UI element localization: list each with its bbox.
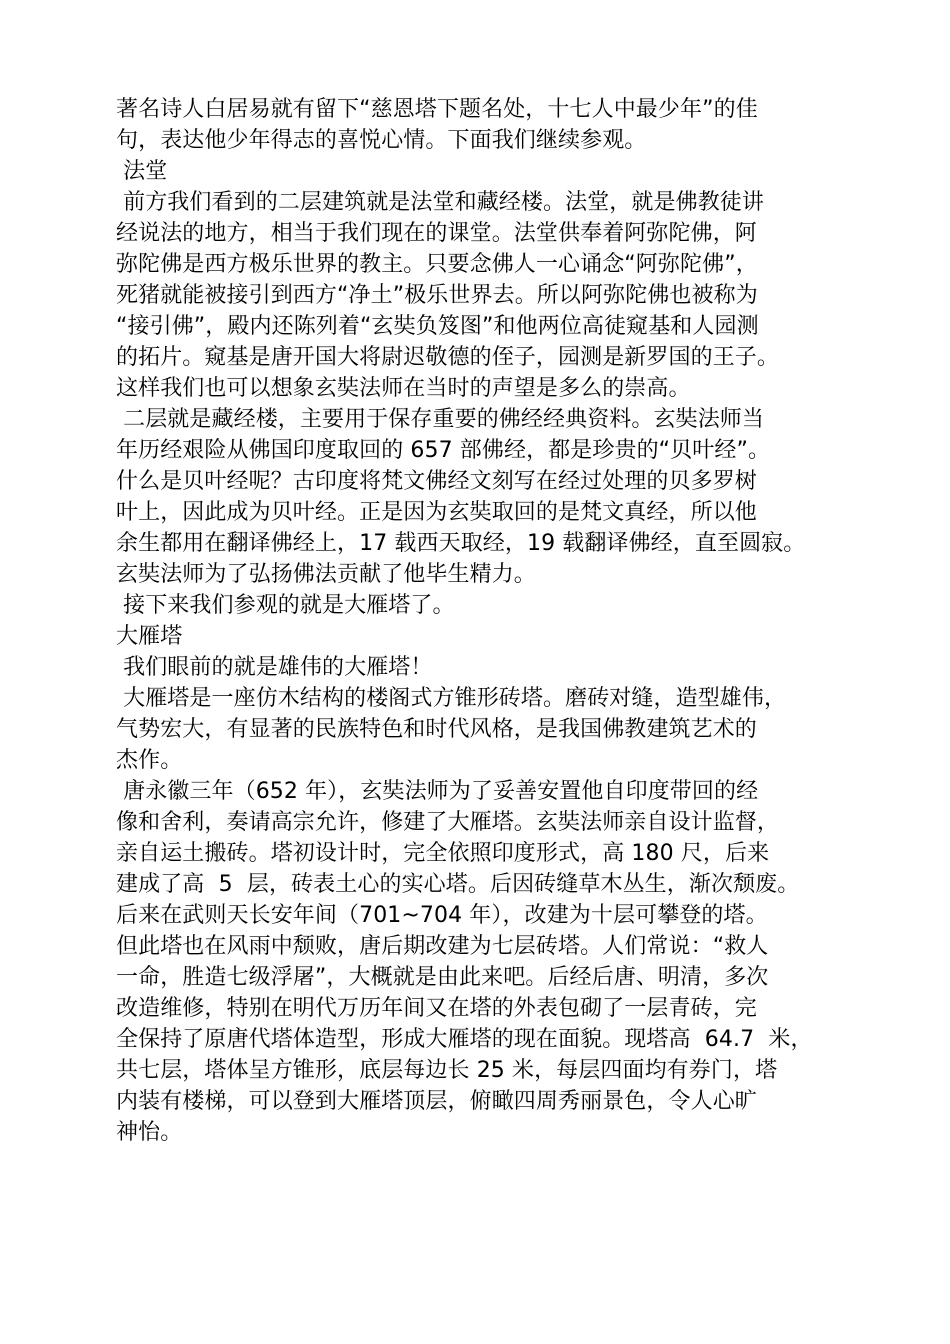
text-line: 前方我们看到的二层建筑就是法堂和藏经楼。法堂，就是佛教徒讲	[116, 190, 764, 215]
text-line: 但此塔也在风雨中颓败，唐后期改建为七层砖塔。人们常说：“救人	[116, 934, 769, 959]
text-line: 年历经艰险从佛国印度取回的 657 部佛经，都是珍贵的“贝叶经”。	[116, 438, 771, 463]
text-line: 经说法的地方，相当于我们现在的课堂。法堂供奉着阿弥陀佛，阿	[116, 221, 757, 246]
text-line: 弥陀佛是西方极乐世界的教主。只要念佛人一心诵念“阿弥陀佛”，	[116, 252, 758, 277]
text-line: 像和舍利，奏请高宗允许，修建了大雁塔。玄奘法师亲自设计监督，	[116, 810, 780, 835]
text-line: 杰作。	[116, 748, 183, 773]
document-body	[116, 94, 876, 1148]
text-line: 句，表达他少年得志的喜悦心情。下面我们继续参观。	[116, 128, 647, 153]
text-line: 接下来我们参观的就是大雁塔了。	[116, 593, 455, 618]
text-line: 改造维修，特别在明代万历年间又在塔的外表包砌了一层青砖，完	[116, 996, 757, 1021]
text-line: 著名诗人白居易就有留下“慈恩塔下题名处，十七人中最少年”的佳	[116, 97, 758, 122]
text-line: 余生都用在翻译佛经上，17 载西天取经，19 载翻译佛经，直至圆寂。	[116, 531, 806, 556]
text-line: 大雁塔是一座仿木结构的楼阁式方锥形砖塔。磨砖对缝，造型雄伟，	[116, 686, 787, 711]
section-heading-fatang: 法堂	[116, 159, 168, 184]
section-heading-dayanta: 大雁塔	[116, 624, 183, 649]
text-line: 的拓片。窥基是唐开国大将尉迟敬德的侄子，园测是新罗国的王子。	[116, 345, 780, 370]
text-line: 亲自运土搬砖。塔初设计时，完全依照印度形式，高 180 尺，后来	[116, 841, 770, 866]
text-line: 一命，胜造七级浮屠”，大概就是由此来吧。后经后唐、明清，多次	[116, 965, 769, 990]
text-line: 后来在武则天长安年间（701~704 年），改建为十层可攀登的塔。	[116, 903, 768, 928]
text-line: 全保持了原唐代塔体造型，形成大雁塔的现在面貌。现塔高 64.7 米，	[116, 1027, 813, 1052]
text-line: 建成了高 5 层，砖表土心的实心塔。后因砖缝草木丛生，渐次颓废。	[116, 872, 800, 897]
text-line: 唐永徽三年（652 年），玄奘法师为了妥善安置他自印度带回的经	[116, 779, 759, 804]
text-line: 气势宏大，有显著的民族特色和时代风格，是我国佛教建筑艺术的	[116, 717, 757, 742]
text-line: 玄奘法师为了弘扬佛法贡献了他毕生精力。	[116, 562, 536, 587]
text-line: 死猪就能被接引到西方“净土”极乐世界去。所以阿弥陀佛也被称为	[116, 283, 758, 308]
text-line: 二层就是藏经楼，主要用于保存重要的佛经经典资料。玄奘法师当	[116, 407, 764, 432]
text-line: 叶上，因此成为贝叶经。正是因为玄奘取回的是梵文真经，所以他	[116, 500, 757, 525]
text-line: 什么是贝叶经呢？古印度将梵文佛经文刻写在经过处理的贝多罗树	[116, 469, 757, 494]
text-line: “接引佛”，殿内还陈列着“玄奘负笈图”和他两位高徒窥基和人园测	[116, 314, 759, 339]
text-line: 共七层，塔体呈方锥形，底层每边长 25 米，每层四面均有券门，塔	[116, 1058, 778, 1083]
text-line: 内装有楼梯，可以登到大雁塔顶层，俯瞰四周秀丽景色，令人心旷	[116, 1089, 757, 1114]
text-line: 我们眼前的就是雄伟的大雁塔！	[116, 655, 433, 680]
text-line: 这样我们也可以想象玄奘法师在当时的声望是多么的崇高。	[116, 376, 691, 401]
text-line: 神怡。	[116, 1120, 183, 1145]
